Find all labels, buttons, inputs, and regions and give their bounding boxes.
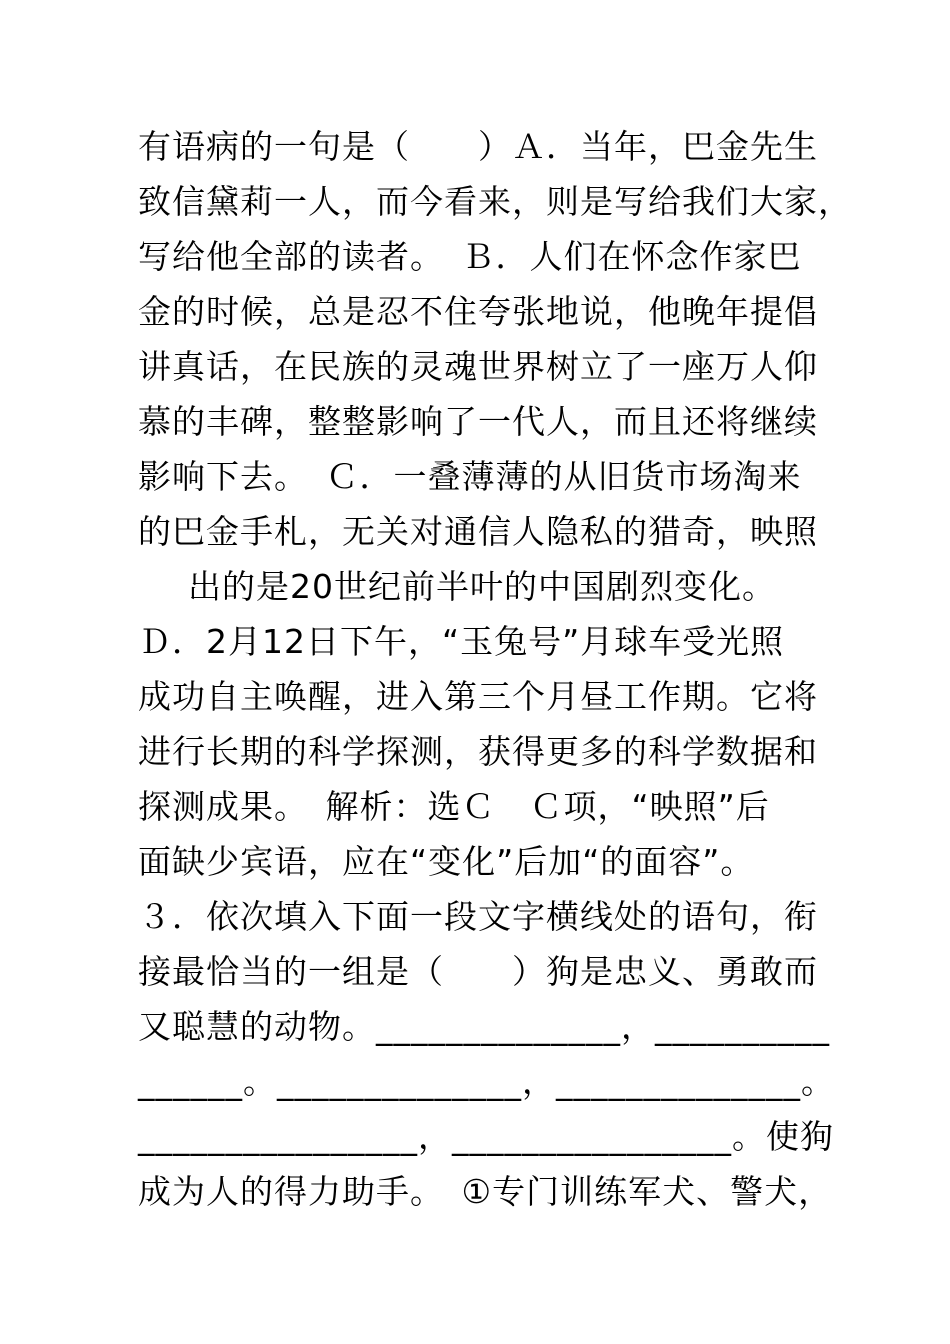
text-line: 成功自主唤醒，进入第三个月昼工作期。它将 — [138, 677, 818, 716]
text-line: 讲真话，在民族的灵魂世界树立了一座万人仰 — [138, 347, 818, 386]
text-line: ______。______________，______________。 — [138, 1062, 835, 1101]
text-line: ３．依次填入下面一段文字横线处的语句，衔 — [138, 897, 818, 936]
text-line: 致信黛莉一人，而今看来，则是写给我们大家， — [138, 182, 852, 221]
text-line: 进行长期的科学探测，获得更多的科学数据和 — [138, 732, 818, 771]
text-line: 面缺少宾语，应在“变化”后加“的面容”。 — [138, 842, 755, 881]
text-line: 慕的丰碑，整整影响了一代人，而且还将继续 — [138, 402, 818, 441]
text-line: 有语病的一句是（ ）Ａ．当年，巴金先生 — [138, 127, 818, 166]
text-line: 探测成果。 解析：选Ｃ Ｃ项，“映照”后 — [138, 787, 770, 826]
text-line: 影响下去。 Ｃ．一叠薄薄的从旧货市场淘来 — [138, 457, 802, 496]
text-line: 接最恰当的一组是（ ）狗是忠义、勇敢而 — [138, 952, 818, 991]
text-line: 金的时候，总是忍不住夸张地说，他晚年提倡 — [138, 292, 818, 331]
text-line: 又聪慧的动物。______________，__________ — [138, 1007, 830, 1046]
text-line: 写给他全部的读者。 Ｂ．人们在怀念作家巴 — [138, 237, 802, 276]
text-line: 成为人的得力助手。 ①专门训练军犬、警犬， — [138, 1172, 833, 1211]
text-line: 出的是20世纪前半叶的中国剧烈变化。 — [188, 567, 776, 606]
text-line: Ｄ．2月12日下午，“玉兔号”月球车受光照 — [138, 622, 785, 661]
text-line: 的巴金手札，无关对通信人隐私的猎奇，映照 — [138, 512, 818, 551]
text-line: ________________，________________。使狗 — [138, 1117, 834, 1156]
